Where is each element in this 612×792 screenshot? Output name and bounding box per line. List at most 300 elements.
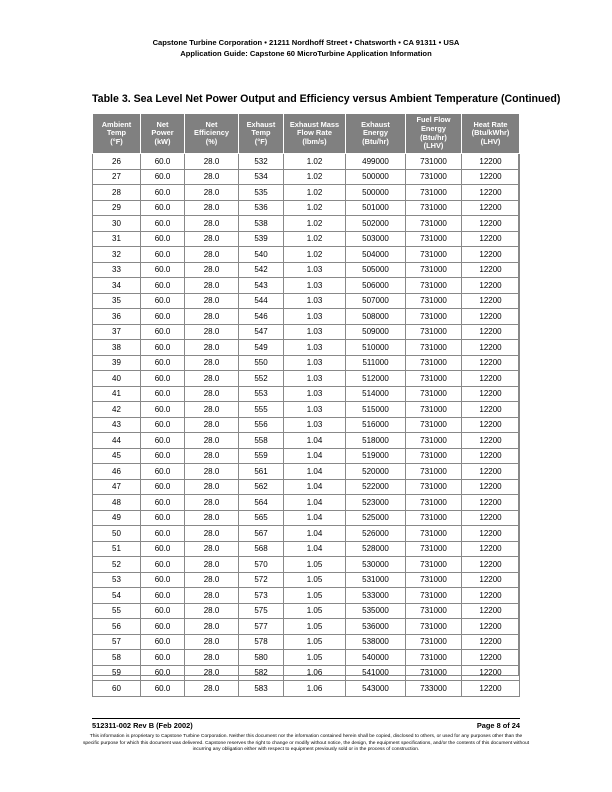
table-cell: 28.0 [185,588,239,604]
table-cell: 731000 [406,650,462,666]
table-cell: 572 [239,572,284,588]
table-cell: 26 [93,154,141,170]
table-cell: 1.05 [284,619,346,635]
table-cell: 525000 [346,510,406,526]
table-cell: 12200 [462,340,520,356]
table-cell: 50 [93,526,141,542]
table-cell: 499000 [346,154,406,170]
column-header-line: Energy [362,128,389,138]
table-cell: 45 [93,448,141,464]
table-row [93,464,520,480]
table-cell: 534 [239,169,284,185]
table-cell: 731000 [406,665,462,681]
table-cell: 575 [239,603,284,619]
table-cell: 48 [93,495,141,511]
table-cell: 519000 [346,448,406,464]
table-cell: 12200 [462,448,520,464]
table-cell: 1.04 [284,541,346,557]
table-cell: 12200 [462,293,520,309]
header-company-line: Capstone Turbine Corporation • 21211 Nordhoff Street • Chatsworth • CA 91311 • USA [152,38,460,47]
table-cell: 60.0 [141,541,185,557]
table-cell: 547 [239,324,284,340]
table-row [93,526,520,542]
table-cell: 1.05 [284,650,346,666]
table-cell: 573 [239,588,284,604]
table-row [93,572,520,588]
table-cell: 731000 [406,262,462,278]
table-cell: 28.0 [185,402,239,418]
footer-rule [92,718,520,719]
table-cell: 60.0 [141,603,185,619]
table-row [93,278,520,294]
column-header-line: (lbm/s) [302,136,327,146]
table-cell: 578 [239,634,284,650]
table-cell: 731000 [406,588,462,604]
table-cell: 60.0 [141,169,185,185]
table-cell: 501000 [346,200,406,216]
table-cell: 500000 [346,185,406,201]
table-cell: 12200 [462,557,520,573]
table-cell: 12200 [462,417,520,433]
column-header-line: Energy [420,123,447,133]
column-header [185,114,239,154]
table-cell: 28.0 [185,340,239,356]
table-cell: 536000 [346,619,406,635]
table-cell: 12200 [462,650,520,666]
table-cell: 540 [239,247,284,263]
table-cell: 28.0 [185,371,239,387]
table-cell: 60.0 [141,200,185,216]
table-cell: 539 [239,231,284,247]
table-cell: 731000 [406,371,462,387]
table-cell: 1.05 [284,603,346,619]
table-cell: 528000 [346,541,406,557]
table-cell: 504000 [346,247,406,263]
column-header-line: Power [151,128,174,138]
table-cell: 568 [239,541,284,557]
table-cell: 41 [93,386,141,402]
table-cell: 535000 [346,603,406,619]
table-cell: 533000 [346,588,406,604]
table-cell: 543 [239,278,284,294]
table-cell: 1.05 [284,557,346,573]
table-cell: 1.03 [284,278,346,294]
table-cell: 28.0 [185,433,239,449]
table-cell: 731000 [406,526,462,542]
table-cell: 503000 [346,231,406,247]
table-cell: 731000 [406,402,462,418]
table-cell: 31 [93,231,141,247]
table-row [93,619,520,635]
table-cell: 60.0 [141,479,185,495]
table-cell: 514000 [346,386,406,402]
column-header [239,114,284,154]
table-cell: 1.02 [284,216,346,232]
table-cell: 580 [239,650,284,666]
table-cell: 54 [93,588,141,604]
table-cell: 27 [93,169,141,185]
table-cell: 538000 [346,634,406,650]
column-header-line: Fuel Flow [416,115,451,125]
page-header [0,38,612,59]
table-cell: 515000 [346,402,406,418]
table-cell: 540000 [346,650,406,666]
table-cell: 52 [93,557,141,573]
table-row [93,231,520,247]
column-header [141,114,185,154]
table-cell: 731000 [406,293,462,309]
table-cell: 552 [239,371,284,387]
table-cell: 60.0 [141,309,185,325]
table-cell: 28.0 [185,495,239,511]
table-cell: 33 [93,262,141,278]
table-cell: 28.0 [185,293,239,309]
column-header-line: Heat Rate [473,119,508,129]
table-cell: 28.0 [185,526,239,542]
table-cell: 502000 [346,216,406,232]
table-caption: Table 3. Sea Level Net Power Output and Efficiency versus Ambient Temperature (Continued) [92,93,561,105]
table-cell: 523000 [346,495,406,511]
column-header [346,114,406,154]
table-cell: 731000 [406,185,462,201]
table-cell: 516000 [346,417,406,433]
table-cell: 28.0 [185,603,239,619]
table-cell: 28.0 [185,386,239,402]
table-cell: 1.02 [284,200,346,216]
column-header-line: Flow Rate [297,128,332,138]
table-cell: 60.0 [141,572,185,588]
table-cell: 1.04 [284,510,346,526]
table-cell: 1.03 [284,355,346,371]
table-cell: 28.0 [185,185,239,201]
table-cell: 570 [239,557,284,573]
table-cell: 562 [239,479,284,495]
table-cell: 541000 [346,665,406,681]
table-cell: 731000 [406,495,462,511]
table-cell: 28.0 [185,650,239,666]
table-cell: 731000 [406,169,462,185]
table-cell: 12200 [462,169,520,185]
table-cell: 555 [239,402,284,418]
table-cell: 12200 [462,665,520,681]
table-cell: 1.03 [284,293,346,309]
table-cell: 1.05 [284,572,346,588]
table-cell: 60.0 [141,262,185,278]
table-cell: 1.04 [284,526,346,542]
table-cell: 556 [239,417,284,433]
table-cell: 536 [239,200,284,216]
table-cell: 1.04 [284,433,346,449]
table-row [93,247,520,263]
table-cell: 60.0 [141,340,185,356]
table-row [93,588,520,604]
table-cell: 526000 [346,526,406,542]
table-cell: 47 [93,479,141,495]
table-cell: 508000 [346,309,406,325]
table-cell: 543000 [346,681,406,697]
table-cell: 12200 [462,619,520,635]
table-cell: 12200 [462,603,520,619]
table-cell: 1.03 [284,417,346,433]
table-cell: 12200 [462,247,520,263]
table-cell: 546 [239,309,284,325]
table-cell: 60.0 [141,650,185,666]
table-cell: 549 [239,340,284,356]
table-cell: 511000 [346,355,406,371]
table-cell: 1.04 [284,479,346,495]
table-cell: 731000 [406,479,462,495]
table-cell: 60.0 [141,185,185,201]
table-row [93,541,520,557]
table-cell: 518000 [346,433,406,449]
table-cell: 731000 [406,309,462,325]
table-cell: 564 [239,495,284,511]
table-cell: 12200 [462,386,520,402]
table-cell: 60.0 [141,526,185,542]
table-cell: 55 [93,603,141,619]
table-cell: 12200 [462,479,520,495]
table-cell: 59 [93,665,141,681]
column-header-line: (°F) [254,136,268,146]
table-row [93,479,520,495]
table-cell: 731000 [406,386,462,402]
table-header-row [93,114,520,154]
footer-page-number: Page 8 of 24 [476,721,520,730]
table-cell: 49 [93,510,141,526]
table-cell: 12200 [462,278,520,294]
table-cell: 532 [239,154,284,170]
table-cell: 583 [239,681,284,697]
table-cell: 60.0 [141,324,185,340]
table-cell: 39 [93,355,141,371]
column-header-line: Temp [251,128,271,138]
table-cell: 28.0 [185,681,239,697]
footer-legal-notice: This information is proprietary to Capstone Turbine Corporation. Neither this document nor the information contained herein shall be copied, disclosed to others, or used for any purposes other than the specific purpose for which this document was delivered. Capstone reserves the right to change or modify without notice, the design, the equipment specifications, and/or the contents of this document without incurring any obligation either with respect to equipment previously sold or in the process of construction. [82,734,530,753]
table-cell: 544 [239,293,284,309]
table-cell: 731000 [406,433,462,449]
table-row [93,433,520,449]
table-cell: 520000 [346,464,406,480]
column-header-line: (Btu/hr) [362,136,389,146]
footer-doc-id: 512311-002 Rev B (Feb 2002) [92,721,193,730]
table-cell: 507000 [346,293,406,309]
table-cell: 12200 [462,185,520,201]
table-row [93,448,520,464]
table-row [93,293,520,309]
table-cell: 53 [93,572,141,588]
table-cell: 558 [239,433,284,449]
table-body [93,154,520,697]
table-cell: 731000 [406,448,462,464]
table-cell: 28.0 [185,665,239,681]
table-cell: 32 [93,247,141,263]
table-cell: 28.0 [185,557,239,573]
table-cell: 506000 [346,278,406,294]
table-cell: 60.0 [141,247,185,263]
table-cell: 28.0 [185,417,239,433]
table-cell: 12200 [462,262,520,278]
table-cell: 60.0 [141,154,185,170]
table-cell: 12200 [462,526,520,542]
column-header-line: Net [156,119,169,129]
table-cell: 37 [93,324,141,340]
table-cell: 500000 [346,169,406,185]
column-header-line: Ambient [101,119,132,129]
table-cell: 12200 [462,495,520,511]
table-cell: 60.0 [141,355,185,371]
column-header-line: Temp [106,128,127,138]
table-cell: 28.0 [185,262,239,278]
table-cell: 731000 [406,464,462,480]
column-header [93,114,141,154]
table-cell: 553 [239,386,284,402]
table-cell: 510000 [346,340,406,356]
table-cell: 44 [93,433,141,449]
table-cell: 731000 [406,557,462,573]
table-cell: 60.0 [141,417,185,433]
table-container [92,113,519,693]
table-cell: 58 [93,650,141,666]
table-cell: 12200 [462,309,520,325]
column-header-line: Exhaust [246,119,276,129]
table-cell: 1.05 [284,588,346,604]
table-cell: 12200 [462,154,520,170]
table-cell: 1.02 [284,185,346,201]
table-cell: 28.0 [185,479,239,495]
column-header-line: (Btu/hr) [420,132,447,142]
table-cell: 12200 [462,231,520,247]
table-cell: 1.02 [284,247,346,263]
table-row [93,309,520,325]
table-cell: 38 [93,340,141,356]
column-header-line: Exhaust [361,119,390,129]
table-cell: 731000 [406,634,462,650]
table-cell: 582 [239,665,284,681]
table-cell: 559 [239,448,284,464]
table-cell: 28.0 [185,200,239,216]
column-header-line: (Btu/kWhr) [471,128,510,138]
table-cell: 60.0 [141,495,185,511]
table-row [93,402,520,418]
table-cell: 12200 [462,433,520,449]
table-cell: 731000 [406,355,462,371]
table-cell: 60.0 [141,278,185,294]
column-header-line: Net [205,119,218,129]
table-row [93,386,520,402]
table-cell: 731000 [406,510,462,526]
table-row [93,495,520,511]
table-cell: 60.0 [141,433,185,449]
table-cell: 731000 [406,572,462,588]
table-cell: 12200 [462,541,520,557]
table-cell: 535 [239,185,284,201]
table-cell: 1.03 [284,386,346,402]
table-cell: 28.0 [185,169,239,185]
table-cell: 36 [93,309,141,325]
table-row [93,650,520,666]
table-cell: 28.0 [185,619,239,635]
table-row [93,324,520,340]
table-cell: 28.0 [185,634,239,650]
table-row [93,665,520,681]
table-cell: 550 [239,355,284,371]
column-header-line: (LHV) [480,136,501,146]
table-row [93,262,520,278]
table-row [93,510,520,526]
table-cell: 51 [93,541,141,557]
table-cell: 12200 [462,371,520,387]
table-row [93,185,520,201]
table-row [93,169,520,185]
table-row [93,355,520,371]
table-cell: 28.0 [185,216,239,232]
performance-table [92,113,520,697]
table-cell: 12200 [462,402,520,418]
table-cell: 60.0 [141,588,185,604]
table-cell: 40 [93,371,141,387]
table-cell: 731000 [406,324,462,340]
table-cell: 567 [239,526,284,542]
table-cell: 12200 [462,324,520,340]
table-cell: 12200 [462,510,520,526]
table-row [93,371,520,387]
table-cell: 1.02 [284,154,346,170]
table-cell: 28.0 [185,231,239,247]
column-header-line: (%) [205,136,218,146]
table-cell: 1.03 [284,340,346,356]
table-cell: 1.06 [284,665,346,681]
table-cell: 46 [93,464,141,480]
column-header-line: Efficiency [194,128,229,138]
table-cell: 60.0 [141,293,185,309]
table-cell: 30 [93,216,141,232]
table-cell: 1.03 [284,402,346,418]
table-cell: 12200 [462,355,520,371]
table-cell: 60.0 [141,464,185,480]
table-cell: 542 [239,262,284,278]
table-cell: 512000 [346,371,406,387]
table-cell: 28.0 [185,448,239,464]
table-cell: 12200 [462,216,520,232]
table-cell: 12200 [462,572,520,588]
table-cell: 28.0 [185,572,239,588]
column-header-line: (kW) [154,136,171,146]
table-cell: 60 [93,681,141,697]
table-cell: 28.0 [185,541,239,557]
table-cell: 1.04 [284,495,346,511]
table-cell: 1.06 [284,681,346,697]
table-cell: 565 [239,510,284,526]
table-cell: 60.0 [141,619,185,635]
table-cell: 56 [93,619,141,635]
table-cell: 60.0 [141,386,185,402]
header-guide-line: Application Guide: Capstone 60 MicroTurbine Application Information [180,48,432,58]
table-row [93,200,520,216]
table-row [93,557,520,573]
column-header [462,114,520,154]
table-cell: 28 [93,185,141,201]
table-cell: 12200 [462,588,520,604]
table-cell: 1.03 [284,324,346,340]
table-cell: 731000 [406,340,462,356]
table-cell: 12200 [462,200,520,216]
table-cell: 505000 [346,262,406,278]
table-cell: 731000 [406,154,462,170]
table-cell: 60.0 [141,665,185,681]
table-cell: 509000 [346,324,406,340]
table-cell: 1.02 [284,169,346,185]
table-cell: 731000 [406,247,462,263]
